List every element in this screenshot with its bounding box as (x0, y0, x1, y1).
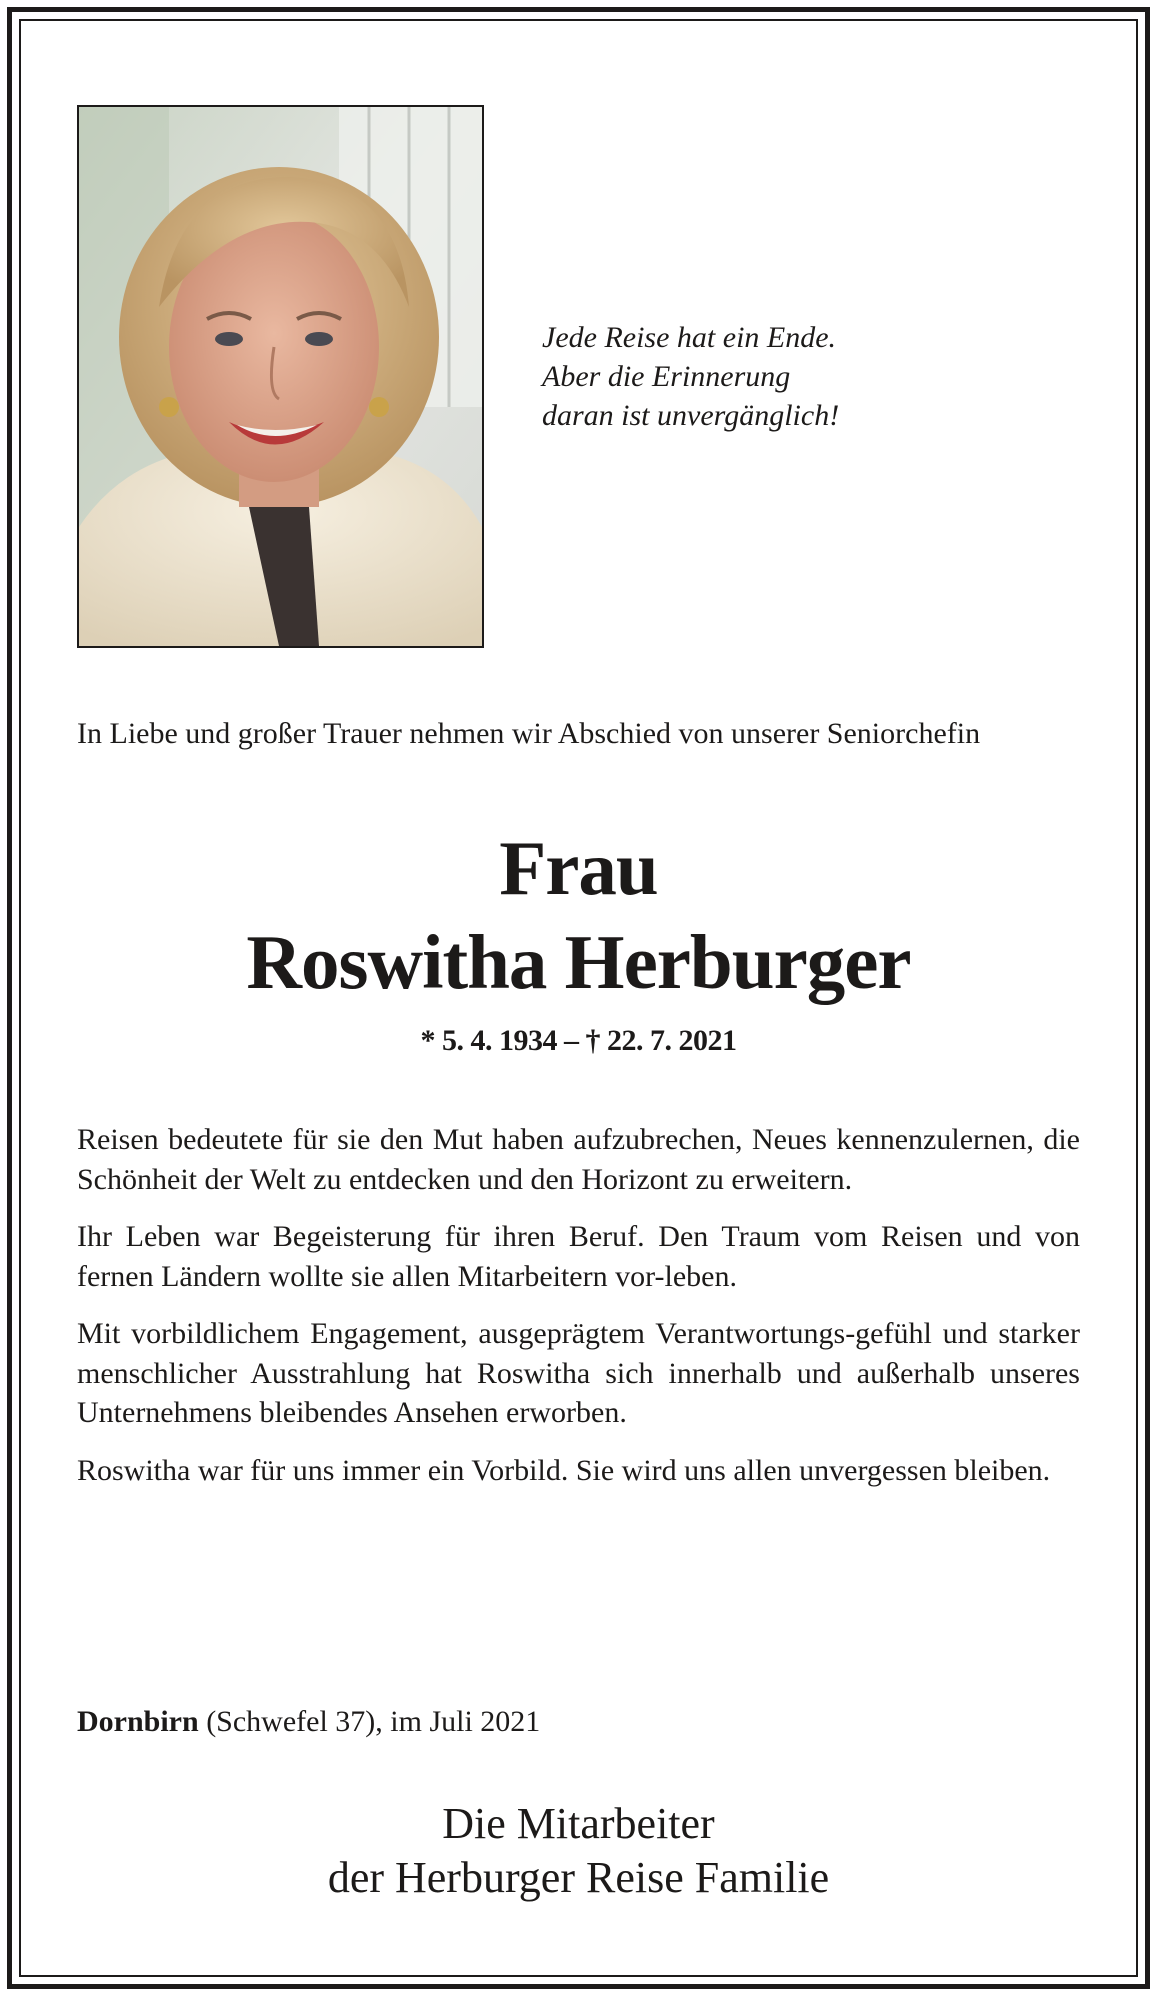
motto-line: daran ist unvergänglich! (542, 399, 840, 432)
signature-line: Die Mitarbeiter (442, 1799, 715, 1848)
life-dates: * 5. 4. 1934 – † 22. 7. 2021 (420, 1024, 737, 1057)
signature-line: der Herburger Reise Familie (327, 1853, 830, 1902)
place-city: Dornbirn (77, 1705, 199, 1738)
portrait-photo (77, 105, 484, 648)
deceased-block (40, 823, 1117, 1061)
paragraph: Ihr Leben war Begeisterung für ihren Beruf. Den Traum vom Reisen und von fernen Ländern wollte sie allen Mitarbeitern vor-leben. (77, 1220, 1080, 1293)
body-text (77, 1120, 1080, 1508)
paragraph: Mit vorbildlichem Engagement, ausgeprägtem Verantwortungs-gefühl und starker menschlicher Ausstrahlung hat Roswitha sich innerhalb und außerhalb unseres Unternehmens bleibendes Ansehen erworben. (77, 1317, 1080, 1429)
motto-line: Aber die Erinnerung (542, 360, 791, 393)
motto-quote (542, 318, 962, 435)
place-date-line (77, 1702, 1080, 1741)
signature-block (40, 1797, 1117, 1905)
place-details: (Schwefel 37), im Juli 2021 (198, 1705, 541, 1738)
intro-text: In Liebe und großer Trauer nehmen wir Abschied von unserer Seniorchefin (77, 717, 981, 750)
paragraph: Roswitha war für uns immer ein Vorbild. Sie wird uns allen unvergessen bleiben. (77, 1453, 1051, 1487)
paragraph: Reisen bedeutete für sie den Mut haben aufzubrechen, Neues kennenzulernen, die Schönheit der Welt zu entdecken und den Horizont zu erweitern. (77, 1123, 1080, 1196)
deceased-name: Roswitha Herburger (246, 919, 911, 1005)
motto-line: Jede Reise hat ein Ende. (542, 321, 837, 354)
salutation: Frau (499, 825, 658, 911)
